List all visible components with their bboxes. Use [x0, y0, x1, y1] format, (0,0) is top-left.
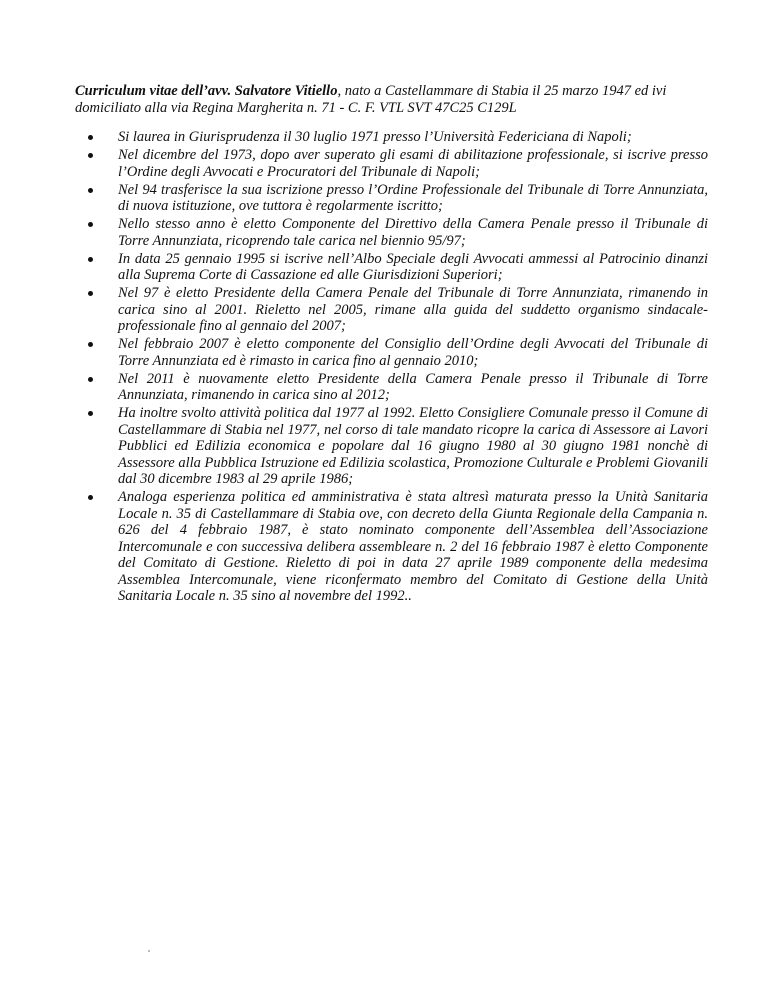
bullet-icon — [88, 342, 93, 347]
bullet-icon — [88, 291, 93, 296]
list-item — [88, 216, 708, 249]
bullet-icon — [88, 377, 93, 382]
cv-intro-details: , nato a Castellammare di Stabia il 25 marzo 1947 ed ivi domiciliato alla via Regina Margherita n. 71 - C. F. VTL SVT 47C25 C129L — [75, 83, 667, 116]
bullet-icon — [88, 135, 93, 140]
list-item — [88, 489, 708, 605]
list-item-text: Nel 2011 è nuovamente eletto Presidente della Camera Penale presso il Tribunale di Torre Annunziata, rimanendo in carica sino al 2012; — [118, 370, 708, 403]
bullet-icon — [88, 257, 93, 262]
list-item — [88, 182, 708, 215]
cv-intro — [75, 83, 695, 116]
list-item-text: Analoga esperienza politica ed amministrativa è stata altresì maturata presso la Unità Sanitaria Locale n. 35 di Castellammare di Stabia ove, con decreto della Giunta Regionale della Campania n. 626 del 4 febbraio 1987, è stato nominato componente dell’Assemblea dell’Associazione Intercomunale e con successiva delibera assembleare n. 2 del 16 febbraio 1987 è eletto Componente del Comitato di Gestione. Rieletto di poi in data 27 aprile 1989 componente della medesima Assemblea Intercomunale, viene riconfermato membro del Comitato di Gestione della Unità Sanitaria Locale n. 35 sino al novembre del 1992.. — [118, 489, 708, 604]
list-item — [88, 147, 708, 180]
bullet-icon — [88, 411, 93, 416]
list-item-text: Nel 97 è eletto Presidente della Camera Penale del Tribunale di Torre Annunziata, rimanendo in carica sino al 2001. Rieletto nel 2005, rimane alla guida del suddetto organismo sindacale-professionale fino al gennaio del 2007; — [118, 285, 708, 334]
list-item-text: Nel dicembre del 1973, dopo aver superato gli esami di abilitazione professionale, si iscrive presso l’Ordine degli Avvocati e Procuratori del Tribunale di Napoli; — [118, 147, 708, 180]
cv-bullet-list — [88, 129, 708, 606]
bullet-icon — [88, 188, 93, 193]
list-item — [88, 371, 708, 404]
scan-speck — [148, 950, 150, 952]
list-item — [88, 129, 708, 146]
list-item-text: Si laurea in Giurisprudenza il 30 luglio 1971 presso l’Università Federiciana di Napoli; — [118, 129, 632, 145]
list-item — [88, 405, 708, 488]
bullet-icon — [88, 495, 93, 500]
list-item-text: Nello stesso anno è eletto Componente del Direttivo della Camera Penale presso il Tribunale di Torre Annunziata, ricoprendo tale carica nel biennio 95/97; — [118, 216, 708, 249]
list-item — [88, 285, 708, 335]
list-item-text: In data 25 gennaio 1995 si iscrive nell’Albo Speciale degli Avvocati ammessi al Patrocinio dinanzi alla Suprema Corte di Cassazione ed alle Giurisdizioni Superiori; — [118, 250, 708, 283]
list-item — [88, 336, 708, 369]
cv-title: Curriculum vitae dell’avv. Salvatore Vitiello — [75, 83, 338, 99]
list-item-text: Nel 94 trasferisce la sua iscrizione presso l’Ordine Professionale del Tribunale di Torre Annunziata, di nuova istituzione, ove tuttora è regolarmente iscritto; — [118, 181, 708, 214]
list-item-text: Nel febbraio 2007 è eletto componente del Consiglio dell’Ordine degli Avvocati del Tribunale di Torre Annunziata ed è rimasto in carica fino al gennaio 2010; — [118, 336, 708, 369]
list-item-text: Ha inoltre svolto attività politica dal 1977 al 1992. Eletto Consigliere Comunale presso il Comune di Castellammare di Stabia nel 1977, nel corso di tale mandato ricopre la carica di Assessore ai Lavori Pubblici ed Edilizia economica e popolare dal 16 giugno 1980 al 30 giugno 1981 nonchè di Assessore alla Pubblica Istruzione ed Edilizia scolastica, Promozione Culturale e Problemi Giovanili dal 30 dicembre 1983 al 29 aprile 1986; — [118, 405, 708, 487]
bullet-icon — [88, 153, 93, 158]
bullet-icon — [88, 222, 93, 227]
list-item — [88, 251, 708, 284]
